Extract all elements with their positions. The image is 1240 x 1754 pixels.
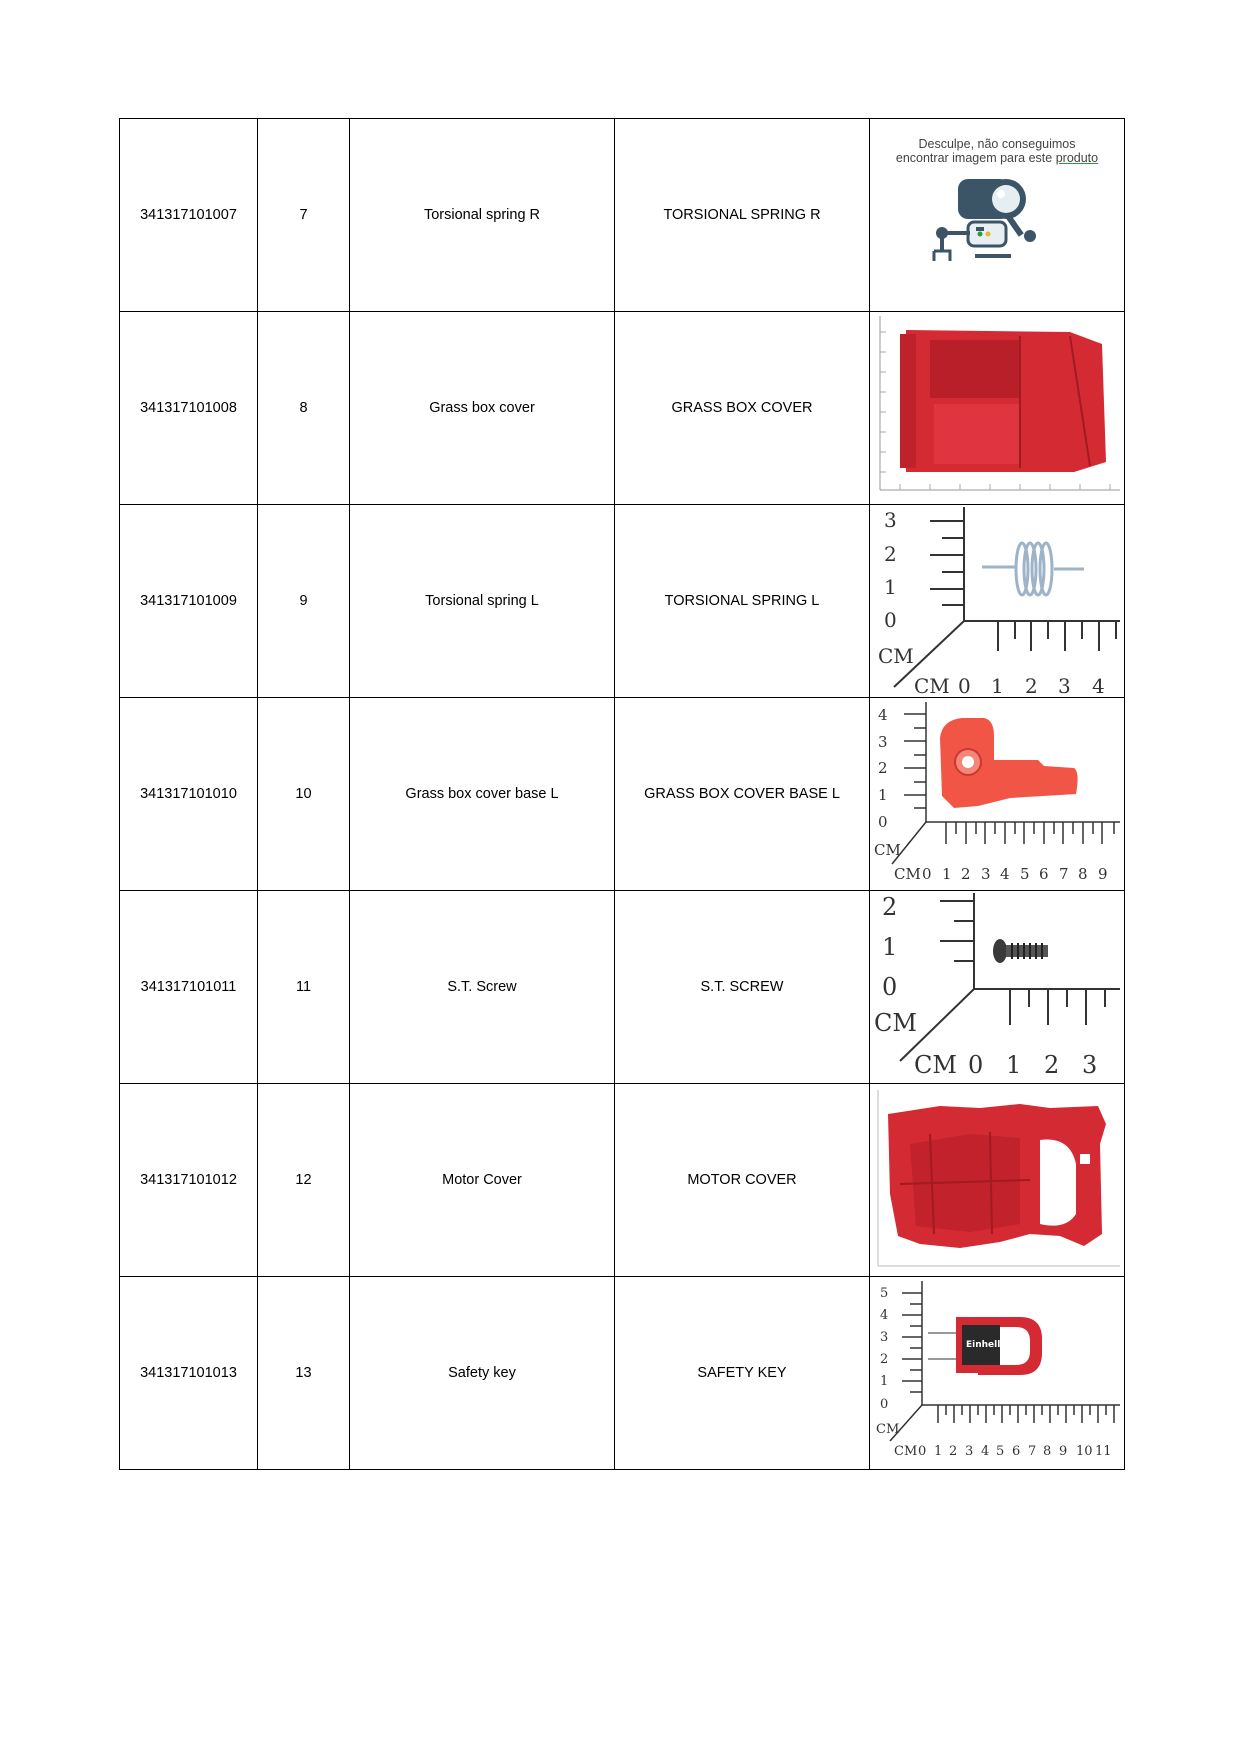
safety-key-photo	[870, 1277, 1124, 1469]
ruler-y-label: 4	[878, 706, 888, 724]
part-name: Grass box cover base L	[350, 698, 615, 891]
ruler-y-label: 1	[884, 575, 897, 599]
ruler-x-label: 8	[1043, 1444, 1052, 1459]
ruler-x-label: 0	[922, 865, 932, 883]
ruler-x-label: 3	[981, 865, 991, 883]
einhell-logo: Einhell	[966, 1340, 1001, 1350]
part-name: Motor Cover	[350, 1084, 615, 1277]
ruler-y-label: 2	[880, 1352, 889, 1367]
ruler-unit-label: CM	[914, 674, 950, 697]
part-name-upper: GRASS BOX COVER	[615, 312, 870, 505]
position-number: 12	[258, 1084, 350, 1277]
ruler-x-label: 0	[918, 1444, 927, 1459]
table-row	[120, 1277, 1125, 1470]
ruler-x-label: 10	[1076, 1444, 1093, 1459]
part-name-upper: GRASS BOX COVER BASE L	[615, 698, 870, 891]
ruler-unit-label: CM	[878, 644, 914, 668]
ruler-y-label: 1	[882, 933, 898, 961]
position-number: 9	[258, 505, 350, 698]
grass-box-cover-image	[870, 312, 1124, 504]
placeholder-line-2	[870, 151, 1124, 165]
screw-with-ruler-image	[870, 891, 1124, 1083]
ruler-x-label: 1	[934, 1444, 943, 1459]
ruler-y-label: 1	[880, 1374, 889, 1389]
position-number: 13	[258, 1277, 350, 1470]
ruler-x-label: 11	[1095, 1444, 1112, 1459]
table-row	[120, 891, 1125, 1084]
ruler-x-label: 5	[1020, 865, 1030, 883]
ruler-x-label: 6	[1012, 1444, 1021, 1459]
torsional-spring-photo	[870, 505, 1124, 697]
part-number: 341317101010	[120, 698, 258, 891]
ruler-x-label: 3	[1058, 674, 1071, 697]
safety-key-with-ruler-image	[870, 1277, 1124, 1469]
part-name: Torsional spring L	[350, 505, 615, 698]
ruler-x-label: 2	[949, 1444, 958, 1459]
part-number: 341317101007	[120, 119, 258, 312]
ruler-y-label: 3	[884, 508, 897, 532]
part-number: 341317101009	[120, 505, 258, 698]
ruler-x-label: 8	[1078, 865, 1088, 883]
position-number: 7	[258, 119, 350, 312]
part-name-upper: MOTOR COVER	[615, 1084, 870, 1277]
part-number: 341317101013	[120, 1277, 258, 1470]
ruler-x-label: 4	[981, 1444, 990, 1459]
placeholder-line-2b: produto	[1055, 151, 1099, 165]
part-name-upper: TORSIONAL SPRING L	[615, 505, 870, 698]
screw-photo	[870, 891, 1124, 1083]
ruler-y-label: 2	[878, 759, 888, 777]
cover-base-with-ruler-image	[870, 698, 1124, 890]
part-image-cell	[870, 312, 1125, 505]
table-row	[120, 119, 1125, 312]
ruler-x-label: 6	[1039, 865, 1049, 883]
spring-with-ruler-image	[870, 505, 1124, 697]
ruler-y-label: 3	[880, 1330, 889, 1345]
ruler-x-label: 2	[1044, 1051, 1060, 1079]
position-number: 8	[258, 312, 350, 505]
ruler-x-label: 2	[961, 865, 971, 883]
ruler-x-label: 3	[965, 1444, 974, 1459]
ruler-unit-label: CM	[874, 1009, 917, 1037]
motor-cover-photo	[870, 1084, 1124, 1276]
ruler-y-label: 5	[880, 1286, 889, 1301]
part-number: 341317101012	[120, 1084, 258, 1277]
ruler-y-label: 0	[880, 1397, 889, 1412]
motor-cover-image	[870, 1084, 1124, 1276]
ruler-x-label: 1	[991, 674, 1004, 697]
ruler-unit-label: CM	[876, 1422, 900, 1437]
ruler-x-label: 7	[1059, 865, 1069, 883]
ruler-unit-label: CM	[874, 841, 901, 859]
part-number: 341317101008	[120, 312, 258, 505]
ruler-x-label: 4	[1092, 674, 1105, 697]
ruler-unit-label: CM	[894, 865, 921, 883]
part-image-cell	[870, 1084, 1125, 1277]
part-name: Grass box cover	[350, 312, 615, 505]
part-name: Torsional spring R	[350, 119, 615, 312]
ruler-x-label: 1	[1006, 1051, 1022, 1079]
part-number: 341317101011	[120, 891, 258, 1084]
table-row	[120, 312, 1125, 505]
cover-base-photo	[870, 698, 1124, 890]
ruler-x-label: 1	[942, 865, 952, 883]
ruler-y-label: 0	[882, 973, 898, 1001]
part-name: S.T. Screw	[350, 891, 615, 1084]
ruler-unit-label: CM	[914, 1051, 957, 1079]
no-image-placeholder	[870, 119, 1124, 311]
position-number: 11	[258, 891, 350, 1084]
part-image-cell	[870, 698, 1125, 891]
ruler-x-label: 9	[1098, 865, 1108, 883]
part-name-upper: SAFETY KEY	[615, 1277, 870, 1470]
placeholder-line-2a: encontrar imagem para este	[895, 151, 1053, 165]
ruler-y-label: 0	[878, 813, 888, 831]
ruler-y-label: 2	[884, 542, 897, 566]
part-name: Safety key	[350, 1277, 615, 1470]
position-number: 10	[258, 698, 350, 891]
ruler-x-label: 2	[1025, 674, 1038, 697]
parts-table	[119, 118, 1125, 1470]
ruler-unit-label: CM	[894, 1444, 918, 1459]
part-image-cell	[870, 891, 1125, 1084]
part-image-cell	[870, 1277, 1125, 1470]
table-row	[120, 505, 1125, 698]
ruler-y-label: 4	[880, 1308, 889, 1323]
table-row	[120, 698, 1125, 891]
placeholder-text	[870, 137, 1124, 165]
ruler-y-label: 3	[878, 733, 888, 751]
grass-box-cover-photo	[870, 312, 1124, 504]
ruler-x-label: 0	[958, 674, 971, 697]
part-image-cell	[870, 119, 1125, 312]
ruler-x-label: 5	[996, 1444, 1005, 1459]
ruler-x-label: 4	[1000, 865, 1010, 883]
ruler-x-label: 0	[968, 1051, 984, 1079]
ruler-y-label: 2	[882, 893, 898, 921]
ruler-y-label: 0	[884, 608, 897, 632]
ruler-x-label: 7	[1028, 1444, 1037, 1459]
ruler-x-label: 9	[1059, 1444, 1068, 1459]
ruler-y-label: 1	[878, 786, 888, 804]
part-image-cell	[870, 505, 1125, 698]
part-name-upper: TORSIONAL SPRING R	[615, 119, 870, 312]
part-name-upper: S.T. SCREW	[615, 891, 870, 1084]
table-row	[120, 1084, 1125, 1277]
ruler-x-label: 3	[1082, 1051, 1098, 1079]
placeholder-line-1: Desculpe, não conseguimos	[918, 137, 1076, 151]
